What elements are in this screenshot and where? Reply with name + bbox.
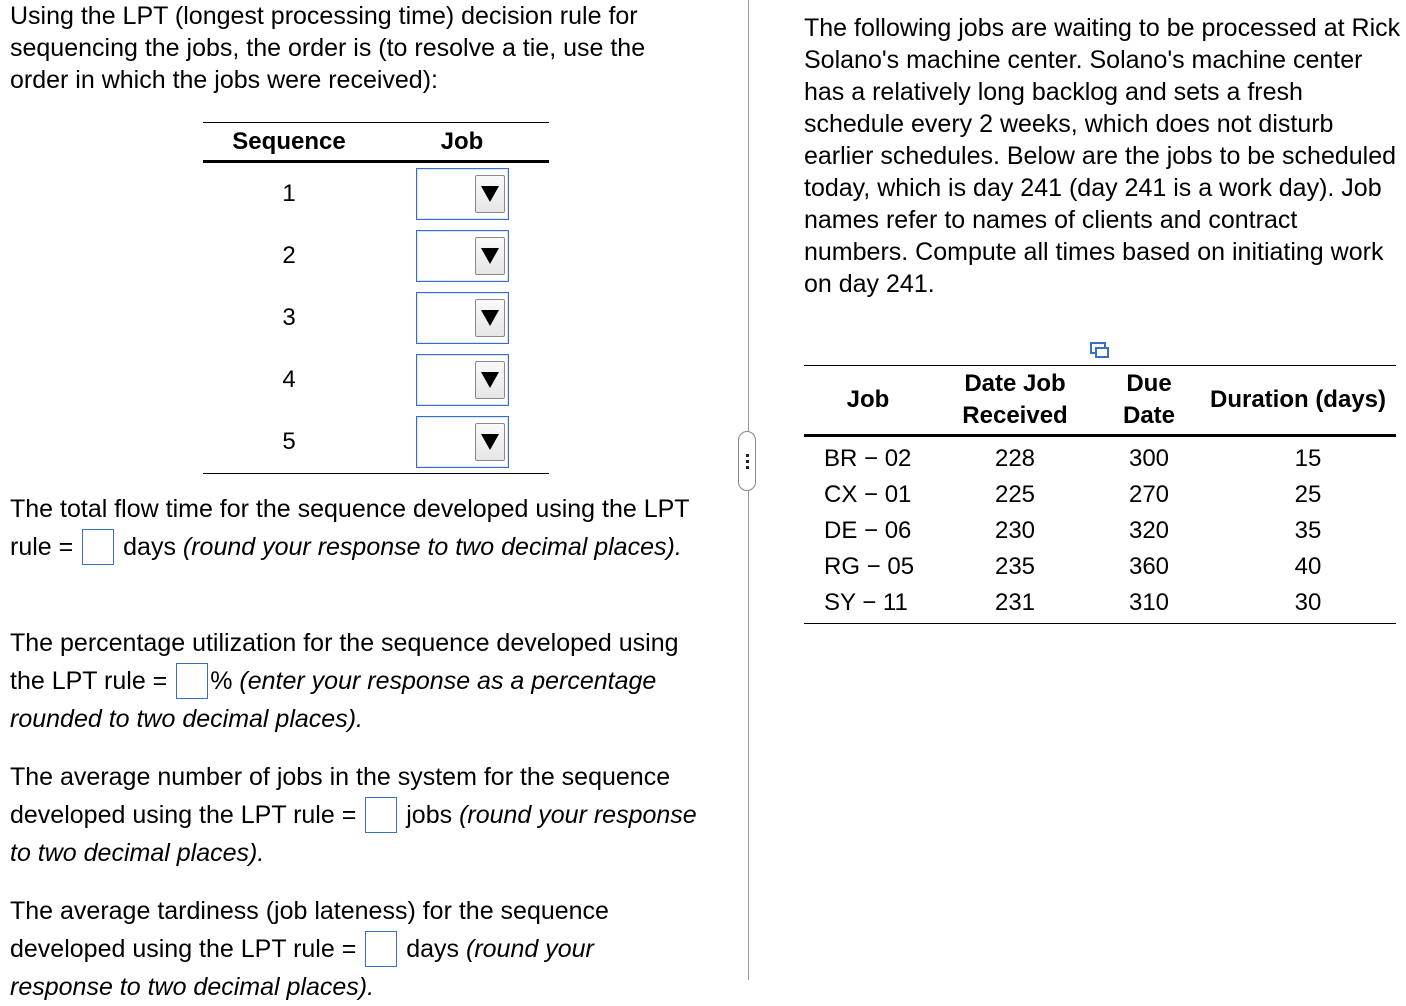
question-utilization: The percentage utilization for the sequence developed using the LPT rule = % (enter your response as a percentage rounded to two decimal places). [10,629,679,733]
sequence-number: 3 [282,304,296,331]
duration: 15 [1294,445,1322,472]
date-received: 225 [994,481,1036,508]
sequence-table-header [203,123,549,163]
job-select-4[interactable] [416,354,509,406]
dropdown-arrow-icon[interactable] [475,175,505,213]
right-pane [754,0,1406,998]
sequence-number: 4 [282,366,296,393]
jobs-table-header [804,366,1396,437]
header-job: Job [846,386,890,413]
table-row [203,411,549,473]
question-average-tardiness: The average tardiness (job lateness) for the sequence developed using the LPT rule = days (round your response to two decimal places). [10,897,609,1001]
question-total-flow-time: The total flow time for the sequence developed using the LPT rule = days (round your response to two decimal places). [10,490,700,566]
job-name: RG − 05 [824,553,915,580]
utilization-input[interactable] [176,663,208,699]
sequence-number: 1 [282,180,296,207]
job-select-3[interactable] [416,292,509,344]
question-average-jobs: The average number of jobs in the system for the sequence developed using the LPT rule = jobs (round your response to two decimal places). [10,763,697,867]
date-received: 231 [994,589,1036,616]
due-date: 300 [1128,445,1170,472]
due-date: 310 [1128,589,1170,616]
duration: 40 [1294,553,1322,580]
table-row [804,513,1396,549]
sequence-number: 5 [282,428,296,455]
average-jobs-input[interactable] [365,797,397,833]
problem-statement: The following jobs are waiting to be processed at Rick Solano's machine center. Solano's machine center has a relatively long backlog and sets a fresh schedule every 2 weeks, which does not disturb earlier schedules. Below are the jobs to be scheduled today, which is day 241 (day 241 is a work day). Job names refer to names of clients and contract numbers. Compute all times based on initiating work on day 241. [804,14,1401,298]
average-tardiness-input[interactable] [365,931,397,967]
job-select-1[interactable] [416,168,509,220]
due-date: 360 [1128,553,1170,580]
dropdown-arrow-icon[interactable] [475,361,505,399]
dropdown-arrow-icon[interactable] [475,423,505,461]
date-received: 228 [994,445,1036,472]
header-job: Job [440,127,484,155]
job-name: DE − 06 [824,517,912,544]
table-row [804,549,1396,585]
duration: 30 [1294,589,1322,616]
table-row [804,477,1396,513]
job-name: BR − 02 [824,445,912,472]
table-row [203,287,549,349]
table-row [203,349,549,411]
lpt-intro-text: Using the LPT (longest processing time) decision rule for sequencing the jobs, the order is (to resolve a tie, use the order in which the jobs were received): [10,2,646,94]
jobs-table [804,365,1396,624]
due-date: 270 [1128,481,1170,508]
sequence-number: 2 [282,242,296,269]
table-row [203,225,549,287]
date-received: 230 [994,517,1036,544]
due-date: 320 [1128,517,1170,544]
table-row [203,163,549,225]
duration: 35 [1294,517,1322,544]
duration: 25 [1294,481,1322,508]
job-name: SY − 11 [824,589,908,616]
header-date-received: Date Job Received [962,370,1068,429]
job-name: CX − 01 [824,481,912,508]
date-received: 235 [994,553,1036,580]
copy-table-icon[interactable] [1088,338,1112,362]
job-select-2[interactable] [416,230,509,282]
table-row [804,441,1396,477]
sequence-table [203,122,549,474]
dropdown-arrow-icon[interactable] [475,299,505,337]
header-sequence: Sequence [232,127,346,155]
header-duration: Duration (days) [1209,386,1386,413]
dropdown-arrow-icon[interactable] [475,237,505,275]
total-flow-time-input[interactable] [82,529,114,565]
table-row [804,585,1396,621]
job-select-5[interactable] [416,416,509,468]
header-due-date: Due Date [1122,370,1176,429]
